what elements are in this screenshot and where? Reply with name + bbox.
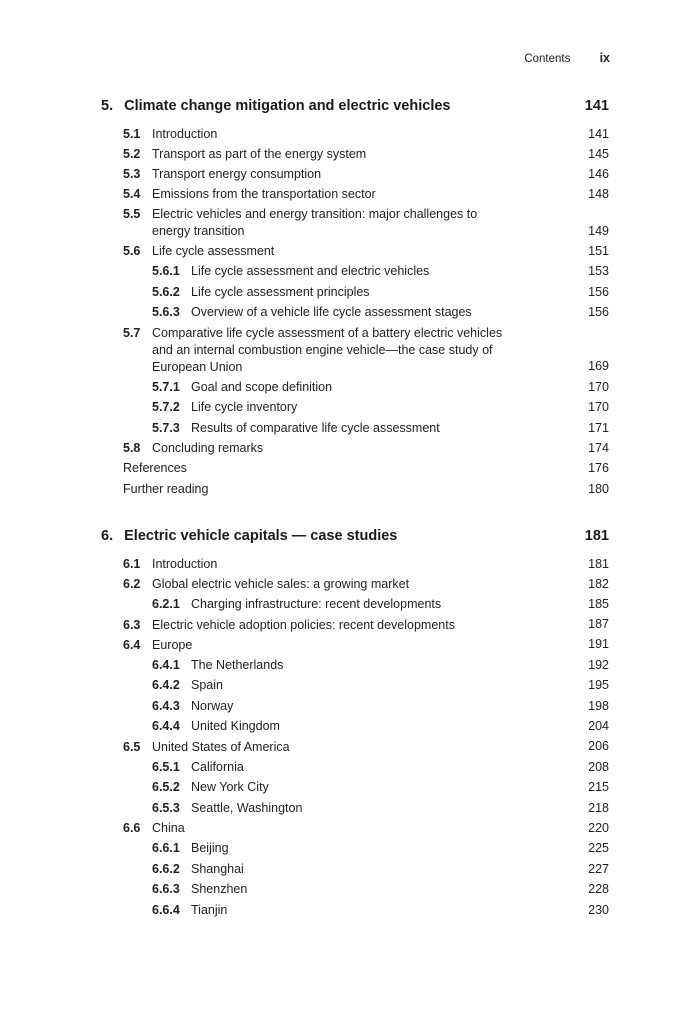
section-number: 6.2 (123, 577, 141, 591)
section-page: 156 (588, 284, 609, 299)
section-page: 198 (588, 698, 609, 713)
section-number: 6.4 (123, 637, 141, 652)
header-title: Contents (524, 53, 571, 65)
section-title: Europe (152, 637, 193, 652)
section-number: 6.4.1 (152, 657, 180, 672)
section-number: 5.4 (123, 187, 141, 201)
section-title: Results of comparative life cycle assessment (191, 420, 440, 435)
section-title: The Netherlands (191, 657, 284, 672)
section-number: 5.6 (123, 244, 141, 258)
toc-entry[interactable] (101, 241, 609, 261)
section-page: 181 (588, 556, 609, 571)
section-title: California (191, 759, 244, 774)
section-title: Further reading (123, 481, 209, 496)
section-number: 6.4.4 (152, 719, 180, 733)
running-header (524, 51, 610, 65)
section-number: 6.6.2 (152, 861, 180, 876)
chapter-title: Climate change mitigation and electric vehicles (124, 98, 451, 114)
section-number: 5.7.3 (152, 420, 180, 435)
chapter-page: 181 (584, 528, 609, 544)
toc-entry[interactable] (101, 859, 609, 880)
section-page: 149 (588, 223, 609, 238)
section-title: Beijing (191, 841, 229, 855)
section-number: 5.7.1 (152, 379, 180, 394)
toc-entry[interactable] (101, 124, 609, 144)
section-title: Shenzhen (191, 882, 248, 896)
section-title: Life cycle assessment principles (191, 284, 370, 299)
section-title: Norway (191, 698, 234, 713)
section-page: 176 (588, 461, 609, 475)
section-number: 5.1 (123, 127, 141, 141)
toc-entry[interactable] (101, 323, 609, 377)
section-number: 6.6.1 (152, 841, 180, 855)
section-title: United Kingdom (191, 719, 280, 733)
toc-entry[interactable] (101, 282, 609, 303)
section-number: 6.5.3 (152, 800, 180, 815)
chapter-number: 5. (101, 98, 114, 114)
chapter-entries (101, 554, 609, 920)
section-page: 192 (588, 657, 609, 672)
section-page: 228 (588, 882, 609, 896)
toc-entry[interactable] (101, 397, 609, 418)
chapter-title: Electric vehicle capitals — case studies (124, 528, 398, 544)
section-page: 145 (588, 146, 609, 161)
section-page: 141 (588, 126, 609, 141)
section-title: Charging infrastructure: recent developments (191, 597, 442, 611)
section-title: Spain (191, 678, 223, 692)
chapter-number: 6. (101, 528, 114, 544)
toc-entry[interactable] (101, 675, 609, 696)
toc-entry[interactable] (101, 757, 609, 778)
section-title: Seattle, Washington (191, 800, 303, 815)
toc-entry[interactable] (101, 838, 609, 859)
section-number: 5.6.2 (152, 284, 180, 299)
section-number: 6.5 (123, 739, 141, 754)
chapter-title-row[interactable] (101, 526, 609, 546)
section-number: 6.4.3 (152, 698, 180, 713)
section-page: 225 (588, 841, 609, 855)
section-title: Transport as part of the energy system (152, 147, 367, 161)
section-title: Life cycle inventory (191, 400, 298, 414)
section-page: 208 (588, 759, 609, 774)
toc-entry[interactable] (101, 184, 609, 204)
section-number: 6.5.1 (152, 759, 180, 774)
section-page: 146 (588, 166, 609, 181)
toc-entry[interactable] (101, 777, 609, 798)
toc-entry[interactable] (101, 377, 609, 398)
section-page: 174 (588, 440, 609, 455)
section-number: 5.5 (123, 207, 141, 221)
toc-entry[interactable] (101, 615, 609, 635)
section-page: 215 (588, 780, 609, 794)
section-page: 148 (588, 186, 609, 201)
section-page: 220 (588, 820, 609, 835)
section-title: United States of America (152, 739, 290, 754)
chapter-title-row[interactable] (101, 96, 609, 116)
section-page: 151 (588, 243, 609, 258)
section-title: Electric vehicle adoption policies: recent developments (152, 617, 455, 632)
section-title: Global electric vehicle sales: a growing market (152, 577, 410, 591)
chapter-6 (101, 526, 609, 920)
header-page-number: ix (599, 51, 610, 65)
toc-entry[interactable] (101, 164, 609, 184)
section-number: 5.7 (123, 325, 141, 340)
section-number: 6.3 (123, 617, 141, 632)
toc-entry[interactable] (101, 696, 609, 717)
section-number: 5.6.3 (152, 305, 180, 319)
section-page: 204 (588, 719, 609, 733)
section-number: 5.6.1 (152, 264, 180, 278)
chapter-entries (101, 124, 609, 499)
section-page: 185 (588, 597, 609, 611)
chapter-5 (101, 96, 609, 499)
section-page: 170 (588, 400, 609, 414)
section-title: New York City (191, 780, 269, 794)
section-page: 230 (588, 902, 609, 917)
section-title: Tianjin (191, 902, 228, 917)
section-title: Concluding remarks (152, 441, 264, 455)
toc-entry[interactable] (101, 879, 609, 900)
section-title: Overview of a vehicle life cycle assessment stages (191, 305, 472, 319)
section-page: 180 (588, 481, 609, 496)
section-page: 187 (588, 617, 609, 631)
section-page: 218 (588, 800, 609, 815)
section-title: China (152, 821, 185, 835)
section-number: 6.2.1 (152, 597, 180, 611)
section-number: 6.6 (123, 821, 141, 835)
toc-entry[interactable] (101, 204, 609, 241)
section-title: References (123, 461, 187, 475)
toc-entry[interactable] (101, 554, 609, 574)
toc-entry[interactable] (101, 144, 609, 164)
section-page: 171 (588, 420, 609, 435)
section-number: 5.2 (123, 147, 141, 161)
section-page: 195 (588, 678, 609, 692)
section-page: 182 (588, 576, 609, 591)
toc-entry[interactable] (101, 479, 609, 500)
section-number: 5.7.2 (152, 400, 180, 414)
section-page: 169 (588, 359, 609, 373)
section-number: 6.1 (123, 557, 141, 571)
section-page: 170 (588, 379, 609, 394)
toc-entry[interactable] (101, 737, 609, 757)
toc-entry[interactable] (101, 302, 609, 323)
section-number: 6.6.4 (152, 902, 180, 917)
chapter-page: 141 (584, 98, 609, 114)
toc-entry[interactable] (101, 900, 609, 921)
toc-entry[interactable] (101, 458, 609, 479)
section-page: 191 (588, 637, 609, 651)
section-title: Introduction (152, 557, 218, 571)
section-title: Life cycle assessment (152, 244, 275, 258)
section-number: 6.4.2 (152, 678, 180, 692)
section-title: Life cycle assessment and electric vehicles (191, 264, 430, 278)
section-title: Transport energy consumption (152, 167, 322, 181)
toc-entry[interactable] (101, 818, 609, 838)
section-page: 206 (588, 739, 609, 753)
section-title: Comparative life cycle assessment of a battery electric vehicles and an internal combustion engine vehicle—the case study of European Union (152, 325, 503, 374)
section-page: 227 (588, 861, 609, 876)
section-number: 5.3 (123, 167, 141, 181)
section-page: 153 (588, 264, 609, 278)
toc-entry[interactable] (101, 798, 609, 819)
toc-entry[interactable] (101, 655, 609, 676)
toc-entry[interactable] (101, 418, 609, 439)
section-title: Electric vehicles and energy transition: major challenges to energy transition (152, 207, 478, 238)
toc-entry[interactable] (101, 716, 609, 737)
toc-entry[interactable] (101, 635, 609, 655)
section-page: 156 (588, 305, 609, 319)
section-number: 6.6.3 (152, 882, 180, 896)
section-number: 6.5.2 (152, 780, 180, 794)
toc-entry[interactable] (101, 261, 609, 282)
toc-entry[interactable] (101, 438, 609, 458)
toc-entry[interactable] (101, 574, 609, 594)
section-title: Goal and scope definition (191, 379, 333, 394)
section-number: 5.8 (123, 441, 141, 455)
toc-entry[interactable] (101, 594, 609, 615)
section-title: Emissions from the transportation sector (152, 187, 376, 201)
section-title: Introduction (152, 127, 218, 141)
section-title: Shanghai (191, 861, 244, 876)
